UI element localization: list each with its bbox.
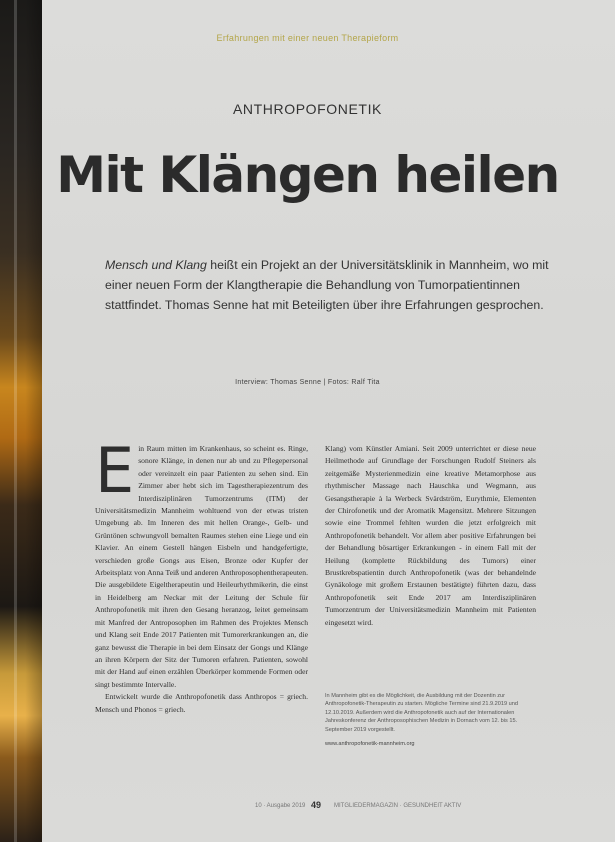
lead-text: heißt ein Projekt an der Universitätsklinik in Mannheim, wo mit einer neuen Form der Klangtherapie die Behandlung von Tumorpatientinnen stattfindet. Thomas Senne hat mit Beteiligten über ihre Erfahrungen gesprochen. [105, 258, 549, 312]
body-column-left [95, 434, 308, 716]
body-paragraph: Klang) vom Künstler Amiani. Seit 2009 unterrichtet er diese neue Heilmethode auf Grundlage der Forschungen Rudolf Steiners als zeitgemäße Mysterienmedizin eine kreative Metamorphose aus rhythmischer Massage nach Hauschka und Wegmann, aus Gesangstherapie à la Werbeck Svärdström, Eurythmie, Elementen der Chirofonetik und der Aromatik Magensitzt. Mehrere Sitzungen sowie eine Trommel fehlten wurden die jetzt erfolgreich mit Anthropofonetik behandelt. Vor allem aber positive Erfahrungen bei der Behandlung bösartiger Erkrankungen - in einem Fall mit der Heilung (komplette Rückbildung des Tumors) einer Brustkrebspatientin durch Anthropofonetik (was der behandelnde Gynäkologe mit großem Erstaunen bestätigte) führten dazu, dass Anthropofonetik seit Ende 2017 am Interdisziplinären Tumorzentrum der Universitätsmedizin Mannheim mit Patienten eingesetzt wird. [325, 444, 536, 627]
kicker: ANTHROPOFONETIK [232, 101, 382, 117]
lead-paragraph [105, 255, 555, 315]
footer-issue: 10 · Ausgabe 2019 [255, 803, 306, 809]
article-title: Mit Klängen heilen [56, 146, 559, 204]
drop-cap: E [95, 434, 135, 507]
body-paragraph: Entwickelt wurde die Anthropofonetik dass Anthropos = griech. Mensch und Phonos = griech. [95, 692, 308, 714]
page-number: 49 [311, 800, 322, 810]
lead-italic: Mensch und Klang [105, 258, 207, 272]
body-paragraph: in Raum mitten im Krankenhaus, so scheint es. Ringe, sonore Klänge, in denen nur ab und zu Pflegepersonal oder vereinzelt ein paar Patienten zu sehen sind. Ein Zimmer aber hebt sich im Tagestherapiezentrum des Interdisziplinären Tumorzentrums (ITM) der Universitätsmedizin Mannheim wohltuend von der etwas tristen Umgebung ab. Im Inneren des mit hellen Orange-, Gelb- und Grüntönen schwungvoll bemalten Raumes stehen eine Liege und ein Klavier. An einem Gestell hängen Eisbeln und handgefertigte, verschieden große Gongs aus Eisen, Bronze oder Kupfer der Arbeitsplatz von Anna Teiß und anderen Anthroposophentherapeuten. Die ausgebildete Eigeltherapeutin und Heileurhythmikerin, die einst in Heidelberg am Neckar mit der Leitung der Schule für Anthropofonetik mit ihren den Gesang heranzog, leitet gemeinsam mit Manfred der Antroposophen im Rahmen des Projektes Mensch und Klang seit Ende 2017 Patienten mit Tumorerkrankungen an, die ganz bewusst die Therapie in bei dem Einsatz der Gongs und Klänge an ihren Körpern der Sitz der Tumoren erfahren. Patienten, sowohl mit der Hand auf einen erzählen Überkörper kommende Formen oder singt bestimmte Intervalle. [95, 444, 308, 689]
section-tag: Erfahrungen mit einer neuen Therapieform [216, 33, 399, 43]
photo-strip-image [0, 0, 42, 842]
info-box [325, 692, 537, 748]
info-text: In Mannheim gibt es die Möglichkeit, die Ausbildung mit der Dozentin zur Anthropofonetik-Therapeutin zu starten. Mögliche Termine sind 21.9.2019 und 12.10.2019. Außerdem wird die Anthropofonetik auch auf der Internationalen Jahreskonferenz der Anthroposophischen Medizin in Dornach vom 12. bis 15. September 2019 vorgestellt. [325, 693, 518, 733]
website-link[interactable]: www.anthropofonetik-mannheim.org [325, 741, 415, 748]
body-column-right [325, 443, 536, 629]
footer-publication: MITGLIEDERMAGAZIN · GESUNDHEIT AKTIV [334, 803, 462, 809]
byline: Interview: Thomas Senne | Fotos: Ralf Tita [235, 379, 380, 386]
